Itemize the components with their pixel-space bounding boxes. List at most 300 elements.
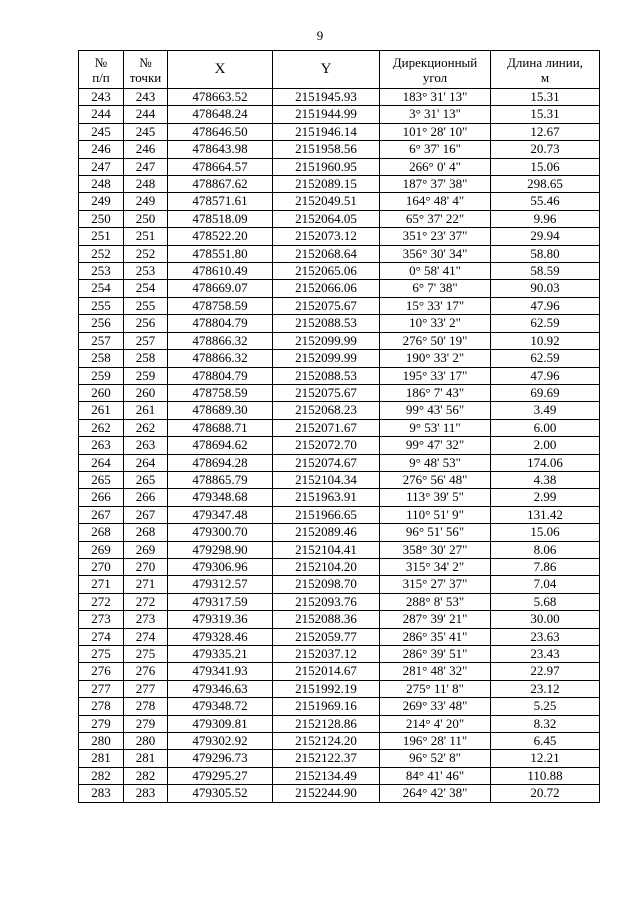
cell-x: 478643.98	[168, 141, 273, 158]
cell-num: 256	[79, 315, 124, 332]
cell-angle: 3° 31' 13"	[380, 106, 491, 123]
cell-point: 255	[124, 297, 168, 314]
cell-x: 479348.72	[168, 698, 273, 715]
cell-angle: 288° 8' 53"	[380, 593, 491, 610]
cell-point: 246	[124, 141, 168, 158]
cell-point: 248	[124, 176, 168, 193]
cell-length: 131.42	[491, 506, 600, 523]
table-row	[79, 176, 600, 193]
cell-y: 2152122.37	[273, 750, 380, 767]
table-row	[79, 89, 600, 106]
cell-y: 2152059.77	[273, 628, 380, 645]
cell-point: 275	[124, 646, 168, 663]
header-angle	[380, 51, 491, 89]
cell-point: 268	[124, 524, 168, 541]
cell-num: 283	[79, 785, 124, 802]
table-row	[79, 628, 600, 645]
cell-length: 110.88	[491, 767, 600, 784]
cell-y: 2152134.49	[273, 767, 380, 784]
cell-num: 268	[79, 524, 124, 541]
cell-x: 479298.90	[168, 541, 273, 558]
cell-point: 254	[124, 280, 168, 297]
cell-length: 298.65	[491, 176, 600, 193]
cell-x: 478518.09	[168, 210, 273, 227]
header-length-line2: м	[540, 69, 550, 85]
cell-num: 270	[79, 558, 124, 575]
cell-y: 2152088.53	[273, 315, 380, 332]
cell-length: 62.59	[491, 350, 600, 367]
header-point	[124, 51, 168, 89]
table-row	[79, 402, 600, 419]
cell-length: 69.69	[491, 384, 600, 401]
cell-num: 265	[79, 471, 124, 488]
cell-y: 2151966.65	[273, 506, 380, 523]
table-row	[79, 350, 600, 367]
cell-num: 255	[79, 297, 124, 314]
table-row	[79, 454, 600, 471]
table-row	[79, 663, 600, 680]
table-row	[79, 750, 600, 767]
table-row	[79, 471, 600, 488]
cell-x: 478664.57	[168, 158, 273, 175]
cell-angle: 187° 37' 38"	[380, 176, 491, 193]
cell-x: 479341.93	[168, 663, 273, 680]
cell-point: 276	[124, 663, 168, 680]
cell-x: 479347.48	[168, 506, 273, 523]
cell-angle: 315° 34' 2"	[380, 558, 491, 575]
table-row	[79, 715, 600, 732]
cell-y: 2151946.14	[273, 123, 380, 140]
cell-x: 479295.27	[168, 767, 273, 784]
cell-x: 479302.92	[168, 733, 273, 750]
cell-x: 478694.62	[168, 437, 273, 454]
cell-length: 6.45	[491, 733, 600, 750]
table-row	[79, 297, 600, 314]
cell-y: 2152099.99	[273, 332, 380, 349]
table-body	[79, 89, 600, 803]
cell-x: 479319.36	[168, 611, 273, 628]
table-header-row	[79, 51, 600, 89]
cell-length: 7.86	[491, 558, 600, 575]
cell-num: 278	[79, 698, 124, 715]
cell-x: 479312.57	[168, 576, 273, 593]
table-row	[79, 558, 600, 575]
cell-num: 248	[79, 176, 124, 193]
cell-angle: 266° 0' 4"	[380, 158, 491, 175]
table-row	[79, 680, 600, 697]
header-num-line2: п/п	[92, 69, 110, 85]
cell-angle: 10° 33' 2"	[380, 315, 491, 332]
cell-angle: 276° 50' 19"	[380, 332, 491, 349]
cell-angle: 0° 58' 41"	[380, 263, 491, 280]
cell-angle: 196° 28' 11"	[380, 733, 491, 750]
cell-y: 2152074.67	[273, 454, 380, 471]
table-row	[79, 489, 600, 506]
cell-num: 258	[79, 350, 124, 367]
cell-length: 20.72	[491, 785, 600, 802]
cell-length: 5.25	[491, 698, 600, 715]
cell-point: 257	[124, 332, 168, 349]
cell-num: 271	[79, 576, 124, 593]
cell-point: 256	[124, 315, 168, 332]
cell-point: 261	[124, 402, 168, 419]
cell-angle: 164° 48' 4"	[380, 193, 491, 210]
cell-point: 250	[124, 210, 168, 227]
cell-length: 29.94	[491, 228, 600, 245]
cell-length: 23.43	[491, 646, 600, 663]
cell-y: 2152104.41	[273, 541, 380, 558]
cell-point: 263	[124, 437, 168, 454]
cell-y: 2152066.06	[273, 280, 380, 297]
table-row	[79, 576, 600, 593]
cell-length: 22.97	[491, 663, 600, 680]
cell-y: 2151963.91	[273, 489, 380, 506]
page-number: 9	[316, 28, 324, 43]
cell-x: 478522.20	[168, 228, 273, 245]
cell-angle: 101° 28' 10"	[380, 123, 491, 140]
header-num-line1: №	[94, 54, 108, 70]
cell-y: 2152244.90	[273, 785, 380, 802]
cell-length: 2.00	[491, 437, 600, 454]
cell-num: 250	[79, 210, 124, 227]
cell-y: 2152088.53	[273, 367, 380, 384]
cell-point: 278	[124, 698, 168, 715]
cell-length: 9.96	[491, 210, 600, 227]
cell-y: 2152068.64	[273, 245, 380, 262]
cell-angle: 9° 53' 11"	[380, 419, 491, 436]
cell-x: 478551.80	[168, 245, 273, 262]
cell-num: 254	[79, 280, 124, 297]
cell-x: 478610.49	[168, 263, 273, 280]
cell-point: 280	[124, 733, 168, 750]
table-row	[79, 228, 600, 245]
cell-y: 2152075.67	[273, 384, 380, 401]
cell-angle: 351° 23' 37"	[380, 228, 491, 245]
cell-y: 2152088.36	[273, 611, 380, 628]
cell-point: 267	[124, 506, 168, 523]
table-row	[79, 646, 600, 663]
header-point-line2: точки	[129, 69, 162, 85]
cell-y: 2152075.67	[273, 297, 380, 314]
cell-angle: 113° 39' 5"	[380, 489, 491, 506]
cell-y: 2152089.46	[273, 524, 380, 541]
cell-num: 275	[79, 646, 124, 663]
cell-length: 3.49	[491, 402, 600, 419]
cell-angle: 9° 48' 53"	[380, 454, 491, 471]
cell-angle: 358° 30' 27"	[380, 541, 491, 558]
table-row	[79, 315, 600, 332]
cell-x: 478694.28	[168, 454, 273, 471]
cell-length: 6.00	[491, 419, 600, 436]
cell-length: 15.06	[491, 524, 600, 541]
cell-num: 252	[79, 245, 124, 262]
table-row	[79, 733, 600, 750]
table-row	[79, 193, 600, 210]
cell-y: 2151992.19	[273, 680, 380, 697]
table-row	[79, 123, 600, 140]
cell-angle: 99° 43' 56"	[380, 402, 491, 419]
cell-point: 249	[124, 193, 168, 210]
cell-angle: 96° 52' 8"	[380, 750, 491, 767]
cell-angle: 281° 48' 32"	[380, 663, 491, 680]
cell-x: 479296.73	[168, 750, 273, 767]
cell-x: 478669.07	[168, 280, 273, 297]
cell-point: 259	[124, 367, 168, 384]
cell-length: 47.96	[491, 367, 600, 384]
cell-y: 2152049.51	[273, 193, 380, 210]
cell-point: 258	[124, 350, 168, 367]
cell-y: 2152072.70	[273, 437, 380, 454]
cell-angle: 315° 27' 37"	[380, 576, 491, 593]
cell-y: 2152104.20	[273, 558, 380, 575]
cell-num: 244	[79, 106, 124, 123]
cell-length: 5.68	[491, 593, 600, 610]
cell-y: 2152104.34	[273, 471, 380, 488]
cell-length: 8.32	[491, 715, 600, 732]
cell-length: 15.06	[491, 158, 600, 175]
cell-point: 279	[124, 715, 168, 732]
table-row	[79, 210, 600, 227]
cell-y: 2152098.70	[273, 576, 380, 593]
cell-y: 2152064.05	[273, 210, 380, 227]
cell-y: 2152068.23	[273, 402, 380, 419]
cell-x: 478866.32	[168, 332, 273, 349]
cell-num: 277	[79, 680, 124, 697]
cell-x: 479305.52	[168, 785, 273, 802]
cell-angle: 15° 33' 17"	[380, 297, 491, 314]
cell-length: 58.80	[491, 245, 600, 262]
table-row	[79, 698, 600, 715]
cell-x: 479335.21	[168, 646, 273, 663]
cell-angle: 195° 33' 17"	[380, 367, 491, 384]
cell-y: 2152128.86	[273, 715, 380, 732]
cell-length: 7.04	[491, 576, 600, 593]
cell-num: 282	[79, 767, 124, 784]
cell-x: 478758.59	[168, 297, 273, 314]
cell-num: 246	[79, 141, 124, 158]
cell-y: 2152071.67	[273, 419, 380, 436]
table-row	[79, 332, 600, 349]
cell-y: 2151944.99	[273, 106, 380, 123]
cell-num: 280	[79, 733, 124, 750]
header-angle-line2: угол	[422, 69, 448, 85]
cell-num: 257	[79, 332, 124, 349]
cell-num: 245	[79, 123, 124, 140]
cell-angle: 286° 35' 41"	[380, 628, 491, 645]
cell-x: 479317.59	[168, 593, 273, 610]
cell-num: 261	[79, 402, 124, 419]
cell-point: 281	[124, 750, 168, 767]
cell-x: 478865.79	[168, 471, 273, 488]
cell-num: 243	[79, 89, 124, 106]
cell-angle: 356° 30' 34"	[380, 245, 491, 262]
cell-y: 2152089.15	[273, 176, 380, 193]
cell-x: 478571.61	[168, 193, 273, 210]
cell-angle: 96° 51' 56"	[380, 524, 491, 541]
cell-x: 478663.52	[168, 89, 273, 106]
cell-point: 260	[124, 384, 168, 401]
table-row	[79, 506, 600, 523]
cell-angle: 269° 33' 48"	[380, 698, 491, 715]
cell-point: 283	[124, 785, 168, 802]
cell-y: 2151960.95	[273, 158, 380, 175]
cell-num: 273	[79, 611, 124, 628]
cell-num: 267	[79, 506, 124, 523]
cell-x: 478648.24	[168, 106, 273, 123]
cell-x: 479300.70	[168, 524, 273, 541]
header-x: X	[168, 51, 273, 89]
cell-x: 478867.62	[168, 176, 273, 193]
header-length-line1: Длина линии,	[507, 54, 583, 70]
table-row	[79, 245, 600, 262]
cell-length: 10.92	[491, 332, 600, 349]
cell-y: 2152099.99	[273, 350, 380, 367]
cell-angle: 99° 47' 32"	[380, 437, 491, 454]
cell-point: 243	[124, 89, 168, 106]
cell-y: 2152124.20	[273, 733, 380, 750]
cell-angle: 214° 4' 20"	[380, 715, 491, 732]
cell-x: 478688.71	[168, 419, 273, 436]
header-point-line1: №	[139, 54, 152, 70]
cell-x: 479309.81	[168, 715, 273, 732]
cell-x: 479346.63	[168, 680, 273, 697]
cell-point: 245	[124, 123, 168, 140]
cell-angle: 287° 39' 21"	[380, 611, 491, 628]
cell-angle: 183° 31' 13"	[380, 89, 491, 106]
cell-length: 2.99	[491, 489, 600, 506]
cell-angle: 6° 7' 38"	[380, 280, 491, 297]
cell-x: 478804.79	[168, 315, 273, 332]
cell-num: 266	[79, 489, 124, 506]
cell-y: 2151958.56	[273, 141, 380, 158]
cell-length: 23.12	[491, 680, 600, 697]
cell-point: 265	[124, 471, 168, 488]
cell-x: 478804.79	[168, 367, 273, 384]
cell-length: 15.31	[491, 106, 600, 123]
cell-length: 47.96	[491, 297, 600, 314]
table-row	[79, 437, 600, 454]
table-row	[79, 593, 600, 610]
cell-length: 15.31	[491, 89, 600, 106]
cell-x: 479348.68	[168, 489, 273, 506]
cell-x: 478866.32	[168, 350, 273, 367]
cell-angle: 190° 33' 2"	[380, 350, 491, 367]
cell-point: 271	[124, 576, 168, 593]
cell-num: 262	[79, 419, 124, 436]
cell-x: 479328.46	[168, 628, 273, 645]
cell-num: 279	[79, 715, 124, 732]
table-row	[79, 384, 600, 401]
cell-x: 479306.96	[168, 558, 273, 575]
cell-y: 2152014.67	[273, 663, 380, 680]
cell-num: 253	[79, 263, 124, 280]
header-length	[491, 51, 600, 89]
cell-length: 23.63	[491, 628, 600, 645]
cell-point: 270	[124, 558, 168, 575]
cell-num: 264	[79, 454, 124, 471]
cell-point: 262	[124, 419, 168, 436]
table-row	[79, 419, 600, 436]
table-row	[79, 106, 600, 123]
cell-length: 55.46	[491, 193, 600, 210]
cell-angle: 276° 56' 48"	[380, 471, 491, 488]
cell-num: 269	[79, 541, 124, 558]
cell-point: 266	[124, 489, 168, 506]
cell-length: 62.59	[491, 315, 600, 332]
table-row	[79, 767, 600, 784]
cell-point: 244	[124, 106, 168, 123]
header-y: Y	[273, 51, 380, 89]
table-row	[79, 263, 600, 280]
cell-length: 12.67	[491, 123, 600, 140]
cell-num: 249	[79, 193, 124, 210]
header-num	[79, 51, 124, 89]
cell-point: 264	[124, 454, 168, 471]
cell-num: 247	[79, 158, 124, 175]
cell-num: 263	[79, 437, 124, 454]
table-row	[79, 524, 600, 541]
cell-length: 90.03	[491, 280, 600, 297]
coordinates-table	[78, 50, 600, 803]
header-angle-line1: Дирекционный	[392, 54, 478, 70]
cell-point: 251	[124, 228, 168, 245]
cell-length: 20.73	[491, 141, 600, 158]
cell-point: 282	[124, 767, 168, 784]
cell-num: 260	[79, 384, 124, 401]
cell-length: 4.38	[491, 471, 600, 488]
table-row	[79, 280, 600, 297]
cell-point: 273	[124, 611, 168, 628]
cell-point: 253	[124, 263, 168, 280]
cell-angle: 6° 37' 16"	[380, 141, 491, 158]
cell-y: 2152037.12	[273, 646, 380, 663]
cell-y: 2152065.06	[273, 263, 380, 280]
cell-num: 276	[79, 663, 124, 680]
cell-length: 8.06	[491, 541, 600, 558]
cell-angle: 286° 39' 51"	[380, 646, 491, 663]
cell-x: 478689.30	[168, 402, 273, 419]
cell-num: 251	[79, 228, 124, 245]
table-row	[79, 541, 600, 558]
cell-angle: 65° 37' 22"	[380, 210, 491, 227]
table-row	[79, 367, 600, 384]
cell-y: 2152073.12	[273, 228, 380, 245]
cell-x: 478758.59	[168, 384, 273, 401]
cell-num: 281	[79, 750, 124, 767]
cell-angle: 110° 51' 9"	[380, 506, 491, 523]
cell-point: 274	[124, 628, 168, 645]
cell-point: 247	[124, 158, 168, 175]
cell-length: 174.06	[491, 454, 600, 471]
cell-point: 269	[124, 541, 168, 558]
cell-y: 2151969.16	[273, 698, 380, 715]
cell-angle: 186° 7' 43"	[380, 384, 491, 401]
cell-length: 30.00	[491, 611, 600, 628]
cell-num: 272	[79, 593, 124, 610]
table-row	[79, 611, 600, 628]
cell-x: 478646.50	[168, 123, 273, 140]
cell-length: 58.59	[491, 263, 600, 280]
table-row	[79, 158, 600, 175]
cell-length: 12.21	[491, 750, 600, 767]
cell-num: 259	[79, 367, 124, 384]
cell-y: 2152093.76	[273, 593, 380, 610]
cell-angle: 264° 42' 38"	[380, 785, 491, 802]
cell-point: 277	[124, 680, 168, 697]
table-row	[79, 785, 600, 802]
cell-point: 272	[124, 593, 168, 610]
cell-angle: 275° 11' 8"	[380, 680, 491, 697]
